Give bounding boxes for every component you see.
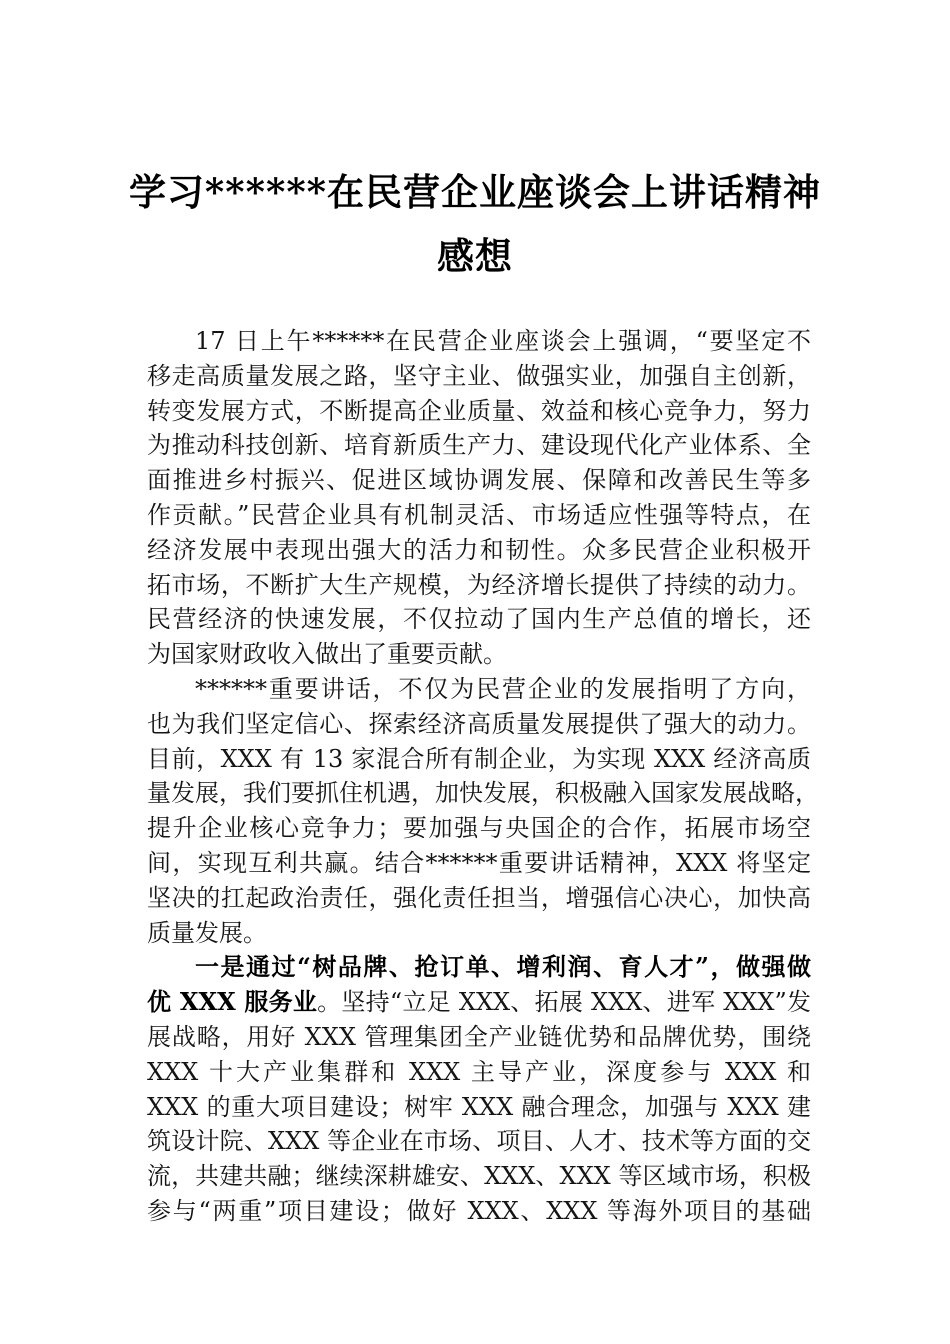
- paragraph-1: [147, 324, 811, 672]
- paragraph-line: 作贡献。”民营企业具有机制灵活、市场适应性强等特点，在: [147, 500, 811, 529]
- document-title: [120, 160, 830, 288]
- paragraph-line: 提升企业核心竞争力；要加强与央国企的合作，拓展市场空: [147, 814, 811, 843]
- paragraph-line: 也为我们坚定信心、探索经济高质量发展提供了强大的动力。: [147, 709, 811, 738]
- paragraph-line: 目前，XXX 有 13 家混合所有制企业，为实现 XXX 经济高质: [147, 744, 811, 773]
- paragraph-line: 经济发展中表现出强大的活力和韧性。众多民营企业积极开: [147, 535, 811, 564]
- paragraph-line: 展战略，用好 XXX 管理集团全产业链优势和品牌优势，围绕: [147, 1022, 811, 1051]
- paragraph-line: 为推动科技创新、培育新质生产力、建设现代化产业体系、全: [147, 431, 811, 460]
- paragraph-line: ******重要讲话，不仅为民营企业的发展指明了方向，: [195, 674, 811, 703]
- paragraph-line: 拓市场，不断扩大生产规模，为经济增长提供了持续的动力。: [147, 570, 811, 599]
- paragraph-line: 筑设计院、XXX 等企业在市场、项目、人才、技术等方面的交: [147, 1127, 811, 1156]
- paragraph-line: 质量发展。: [147, 918, 267, 947]
- paragraph-line: 转变发展方式，不断提高企业质量、效益和核心竞争力，努力: [147, 396, 811, 425]
- paragraph-line: 移走高质量发展之路，坚守主业、做强实业，加强自主创新，: [147, 361, 811, 390]
- paragraph-3: [147, 950, 811, 1228]
- paragraph-line: XXX 十大产业集群和 XXX 主导产业，深度参与 XXX 和: [147, 1057, 811, 1086]
- paragraph-line: 参与“两重”项目建设；做好 XXX、XXX 等海外项目的基础: [147, 1196, 811, 1225]
- paragraph-heading-tail: 优 XXX 服务业: [147, 987, 318, 1017]
- paragraph-2: [147, 672, 819, 950]
- title-line-2: 感想: [437, 234, 513, 278]
- document-body: [147, 324, 819, 1229]
- paragraph-line: 流，共建共融；继续深耕雄安、XXX、XXX 等区域市场，积极: [147, 1162, 811, 1191]
- paragraph-line: [147, 985, 811, 1020]
- paragraph-line: 面推进乡村振兴、促进区域协调发展、保障和改善民生等多: [147, 466, 811, 495]
- paragraph-heading-line: 一是通过“树品牌、抢订单、增利润、育人才”，做强做: [195, 952, 811, 982]
- paragraph-line: 民营经济的快速发展，不仅拉动了国内生产总值的增长，还: [147, 605, 811, 634]
- paragraph-line: XXX 的重大项目建设；树牢 XXX 融合理念，加强与 XXX 建: [147, 1092, 811, 1121]
- paragraph-line: 为国家财政收入做出了重要贡献。: [147, 640, 507, 669]
- paragraph-line: 17 日上午******在民营企业座谈会上强调，“要坚定不: [195, 327, 811, 355]
- paragraph-line: 间，实现互利共赢。结合******重要讲话精神，XXX 将坚定: [147, 848, 811, 877]
- paragraph-line: 量发展，我们要抓住机遇，加快发展，积极融入国家发展战略，: [147, 779, 819, 808]
- title-line-1: 学习******在民营企业座谈会上讲话精神: [128, 170, 822, 214]
- paragraph-line-rest: 。坚持“立足 XXX、拓展 XXX、进军 XXX”发: [317, 988, 812, 1017]
- paragraph-line: 坚决的扛起政治责任，强化责任担当，增强信心决心，加快高: [147, 883, 811, 912]
